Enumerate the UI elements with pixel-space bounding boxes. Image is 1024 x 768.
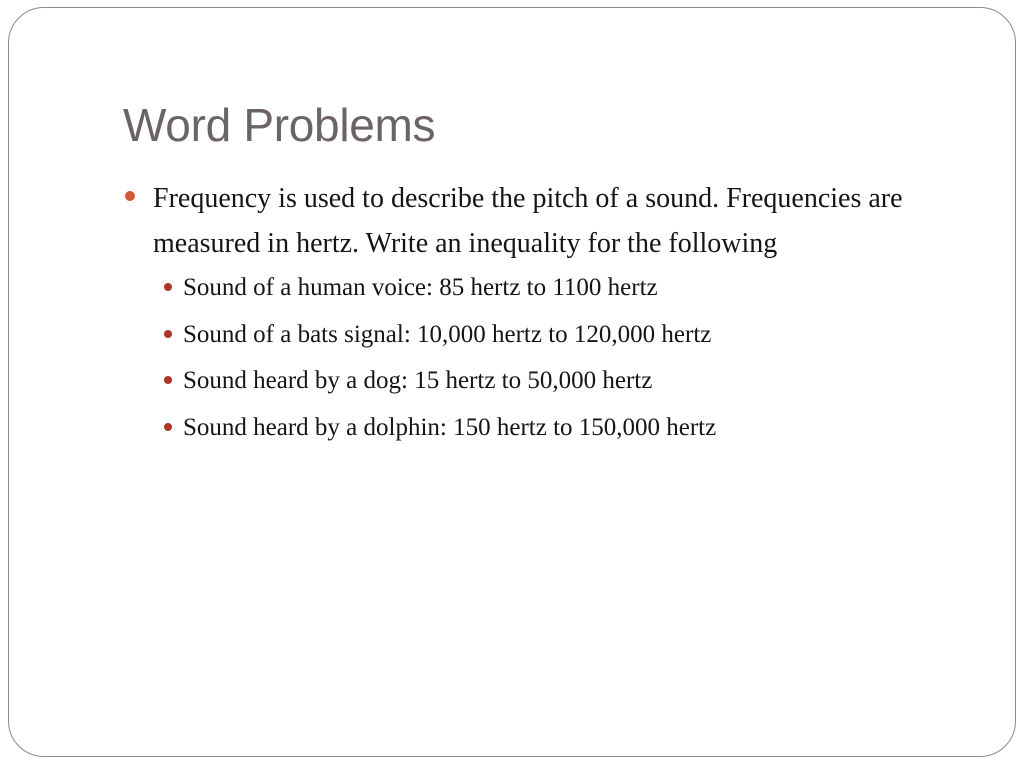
sub-bullet-item (123, 412, 953, 444)
sub-bullet-text: Sound heard by a dog: 15 hertz to 50,000 hertz (183, 367, 653, 394)
bullet-dot-icon (164, 330, 172, 338)
slide-content (123, 176, 953, 458)
bullet-dot-icon (164, 283, 172, 291)
sub-bullet-text: Sound of a bats signal: 10,000 hertz to 120,000 hertz (183, 320, 712, 348)
main-bullet-text: Frequency is used to describe the pitch of a sound. Frequencies are measured in hertz. Write an inequality for the following (153, 183, 903, 259)
sub-bullet-item (123, 319, 953, 351)
main-bullet (123, 176, 953, 266)
sub-bullet-item (123, 365, 953, 397)
sub-bullet-text: Sound of a human voice: 85 hertz to 1100 hertz (183, 274, 658, 301)
bullet-dot-icon (125, 191, 135, 201)
sub-bullet-text: Sound heard by a dolphin: 150 hertz to 150,000 hertz (183, 413, 717, 441)
slide-frame (8, 7, 1016, 757)
bullet-dot-icon (164, 423, 172, 431)
slide-title: Word Problems (123, 99, 436, 151)
sub-bullet-list (123, 272, 953, 444)
bullet-dot-icon (164, 376, 172, 384)
sub-bullet-item (123, 272, 953, 304)
